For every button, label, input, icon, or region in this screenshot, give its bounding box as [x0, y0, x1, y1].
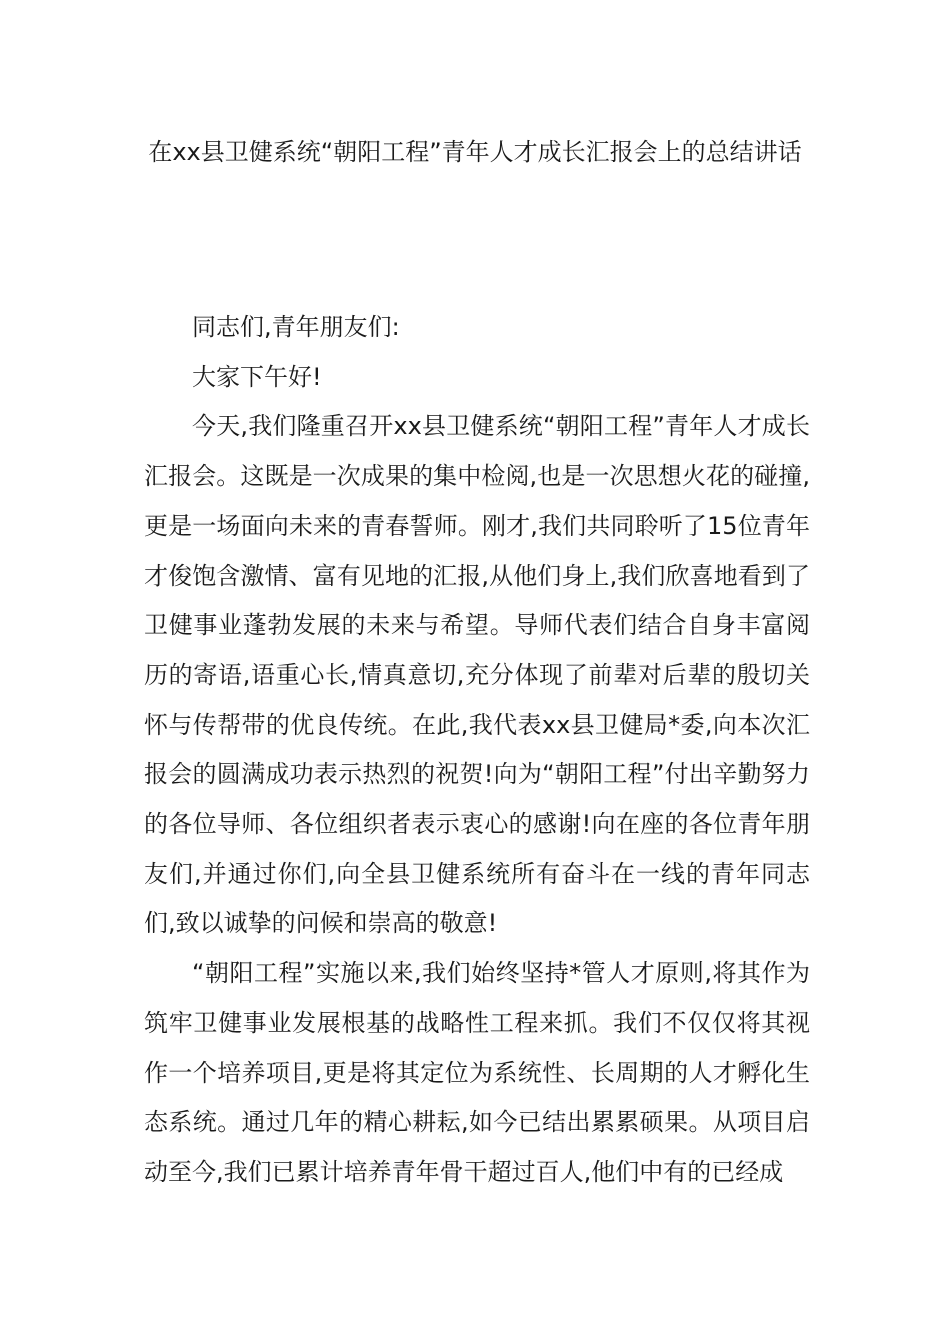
paragraph-greeting: 大家下午好! [192, 362, 322, 391]
paragraph-salutation: 同志们,青年朋友们: [192, 313, 400, 341]
document-title: 在xx县卫健系统“朝阳工程”青年人才成长汇报会上的总结讲话 [148, 138, 802, 166]
paragraph-program-overview: “朝阳工程”实施以来,我们始终坚持*管人才原则,将其作为筑牢卫健事业发展根基的战略性工程来抓。我们不仅仅将其视作一个培养项目,更是将其定位为系统性、长周期的人才孵化生态系统。通过几年的精心耕耘,如今已结出累累硕果。从项目启动至今,我们已累计培养青年骨干超过百人,他们中有的已经成 [144, 959, 810, 1186]
paragraph-opening: 今天,我们隆重召开xx县卫健系统“朝阳工程”青年人才成长汇报会。这既是一次成果的集中检阅,也是一次思想火花的碰撞,更是一场面向未来的青春誓师。刚才,我们共同聆听了15位青年才俊饱含激情、富有见地的汇报,从他们身上,我们欣喜地看到了卫健事业蓬勃发展的未来与希望。导师代表们结合自身丰富阅历的寄语,语重心长,情真意切,充分体现了前辈对后辈的殷切关怀与传帮带的优良传统。在此,我代表xx县卫健局*委,向本次汇报会的圆满成功表示热烈的祝贺!向为“朝阳工程”付出辛勤努力的各位导师、各位组织者表示衷心的感谢!向在座的各位青年朋友们,并通过你们,向全县卫健系统所有奋斗在一线的青年同志们,致以诚挚的问候和崇高的敬意! [144, 412, 810, 938]
document-body [144, 303, 810, 1198]
